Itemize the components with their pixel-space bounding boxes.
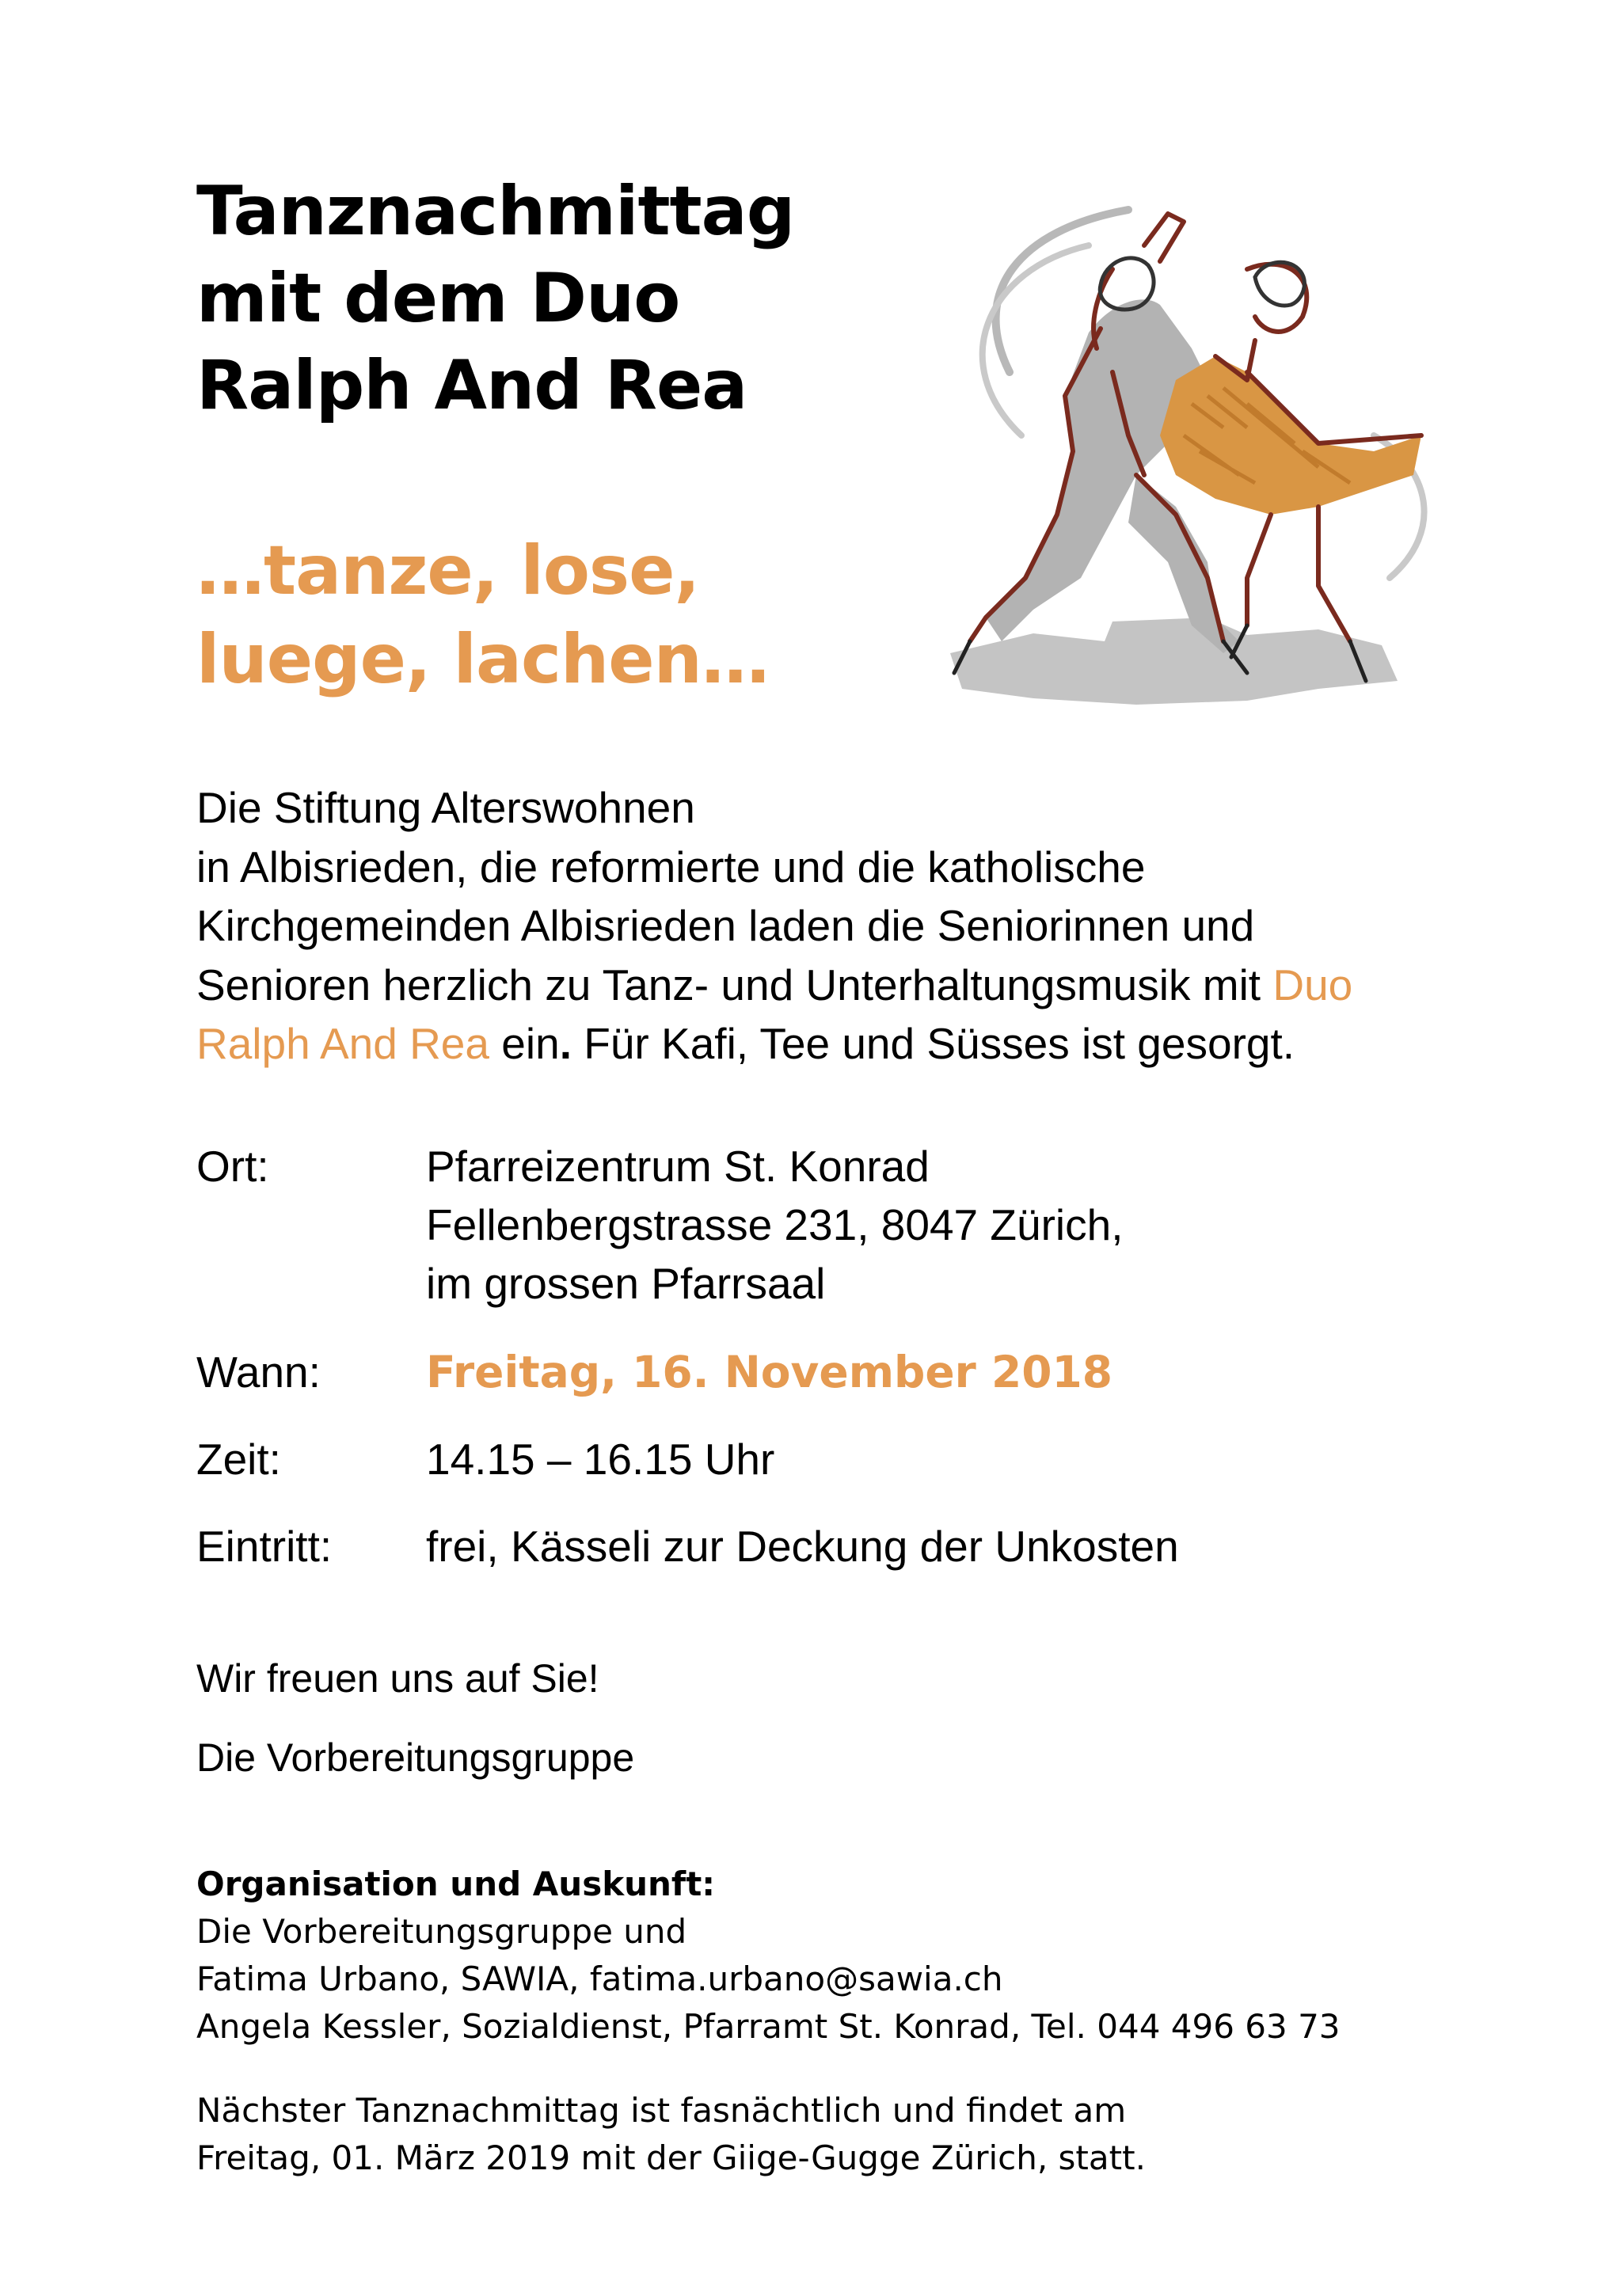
organisation-line-1: Die Vorbereitungsgruppe und	[196, 1912, 687, 1951]
event-title	[196, 168, 909, 429]
slogan-line-1: …tanze, lose,	[196, 531, 700, 610]
intro-line-2: in Albisrieden, die reformierte und die katholische	[196, 842, 1146, 891]
ort-label: Ort:	[196, 1142, 269, 1191]
next-event-line-2: Freitag, 01. März 2019 mit der Giige-Gugge Zürich, statt.	[196, 2138, 1146, 2177]
organisation-line-2: Fatima Urbano, SAWIA, fatima.urbano@sawia.ch	[196, 1960, 1003, 1998]
zeit-label: Zeit:	[196, 1435, 281, 1484]
intro-line-5-text-a: ein	[489, 1019, 560, 1068]
intro-line-5-text-c: Für Kafi, Tee und Süsses ist gesorgt.	[571, 1019, 1295, 1068]
intro-line-4	[196, 956, 1590, 1015]
intro-line-4-text: Senioren herzlich zu Tanz- und Unterhaltungsmusik mit	[196, 960, 1273, 1009]
intro-line-5	[196, 1014, 1590, 1074]
organisation-line-3: Angela Kessler, Sozialdienst, Pfarramt St. Konrad, Tel. 044 496 63 73	[196, 2007, 1341, 2046]
title-line-1: Tanznachmittag	[196, 172, 795, 251]
ort-value	[426, 1137, 1123, 1313]
title-line-2: mit dem Duo	[196, 259, 680, 338]
ort-line-3: im grossen Pfarrsaal	[426, 1259, 826, 1308]
closing-greeting: Wir freuen uns auf Sie!	[196, 1656, 599, 1701]
organisation-block	[196, 1861, 1341, 2051]
next-event-note	[196, 2087, 1146, 2182]
eintritt-label: Eintritt:	[196, 1522, 333, 1571]
organisation-heading: Organisation und Auskunft:	[196, 1865, 716, 1903]
title-line-3: Ralph And Rea	[196, 346, 747, 425]
intro-line-3: Kirchgemeinden Albisrieden laden die Seniorinnen und	[196, 901, 1255, 950]
man-head	[1100, 258, 1154, 310]
intro-paragraph	[196, 778, 1590, 1074]
zeit-value: 14.15 – 16.15 Uhr	[426, 1435, 775, 1484]
wann-label: Wann:	[196, 1348, 321, 1397]
intro-duo-highlight: Duo	[1272, 960, 1353, 1009]
next-event-line-1: Nächster Tanznachmittag ist fasnächtlich und findet am	[196, 2091, 1127, 2130]
wann-value: Freitag, 16. November 2018	[426, 1347, 1113, 1397]
ort-line-1: Pfarreizentrum St. Konrad	[426, 1142, 930, 1191]
woman-hair	[1255, 262, 1304, 306]
slogan-line-2: luege, lachen…	[196, 620, 769, 699]
intro-band-highlight: Ralph And Rea	[196, 1019, 489, 1068]
eintritt-value: frei, Kässeli zur Deckung der Unkosten	[426, 1522, 1179, 1571]
event-slogan	[196, 526, 909, 704]
floor-shadow-shape	[950, 618, 1398, 705]
intro-line-1: Die Stiftung Alterswohnen	[196, 783, 695, 832]
intro-line-5-period: .	[559, 1019, 572, 1068]
dancing-couple-illustration	[875, 135, 1477, 768]
woman-dress-shape	[1160, 356, 1421, 515]
closing-signature: Die Vorbereitungsgruppe	[196, 1735, 635, 1780]
ort-line-2: Fellenbergstrasse 231, 8047 Zürich,	[426, 1200, 1124, 1249]
